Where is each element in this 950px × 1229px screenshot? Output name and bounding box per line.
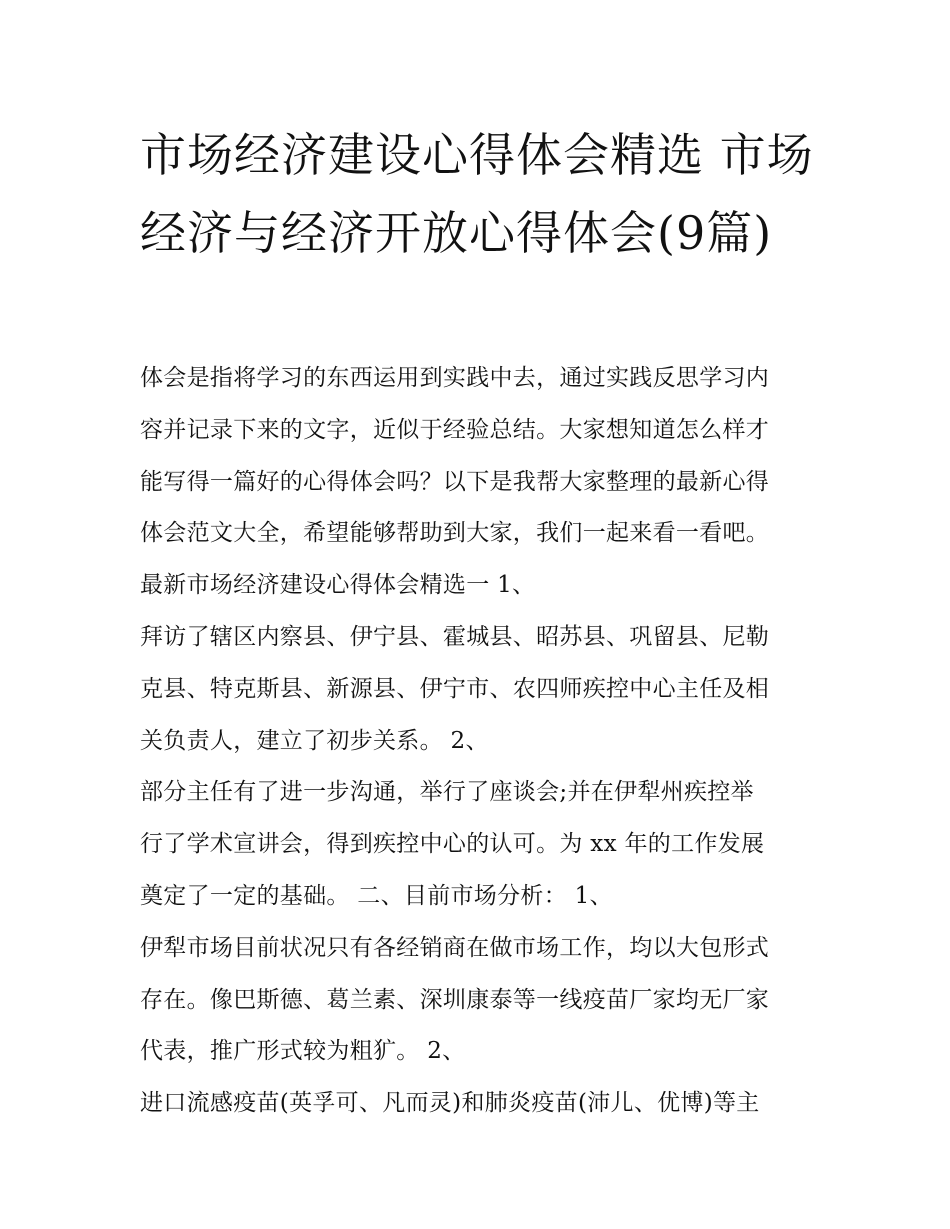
body-line: 能写得一篇好的心得体会吗？以下是我帮大家整理的最新心得	[140, 468, 770, 495]
body-line: 最新市场经济建设心得体会精选一 1、	[140, 572, 536, 599]
body-line: 行了学术宣讲会，得到疾控中心的认可。为 xx 年的工作发展	[140, 831, 765, 858]
body-line: 体会范文大全，希望能够帮助到大家，我们一起来看一看吧。	[140, 520, 770, 547]
body-line: 代表，推广形式较为粗犷。 2、	[140, 1038, 466, 1065]
document-body	[140, 353, 820, 1130]
body-line: 进口流感疫苗(英孚可、凡而灵)和肺炎疫苗(沛儿、优博)等主	[140, 1090, 760, 1117]
body-line: 克县、特克斯县、新源县、伊宁市、农四师疾控中心主任及相	[140, 675, 770, 702]
body-line: 存在。像巴斯德、葛兰素、深圳康泰等一线疫苗厂家均无厂家	[140, 986, 770, 1013]
document-title: 市场经济建设心得体会精选 市场经济与经济开放心得体会(9篇)	[140, 128, 814, 260]
body-line: 关负责人，建立了初步关系。 2、	[140, 727, 489, 754]
body-line: 体会是指将学习的东西运用到实践中去，通过实践反思学习内	[140, 365, 770, 391]
body-line: 奠定了一定的基础。 二、目前市场分析： 1、	[140, 882, 613, 909]
body-line: 拜访了辖区内察县、伊宁县、霍城县、昭苏县、巩留县、尼勒	[140, 623, 770, 650]
body-line: 部分主任有了进一步沟通，举行了座谈会;并在伊犁州疾控举	[140, 779, 754, 806]
body-line: 伊犁市场目前状况只有各经销商在做市场工作，均以大包形式	[140, 934, 770, 961]
body-line: 容并记录下来的文字，近似于经验总结。大家想知道怎么样才	[140, 416, 770, 443]
